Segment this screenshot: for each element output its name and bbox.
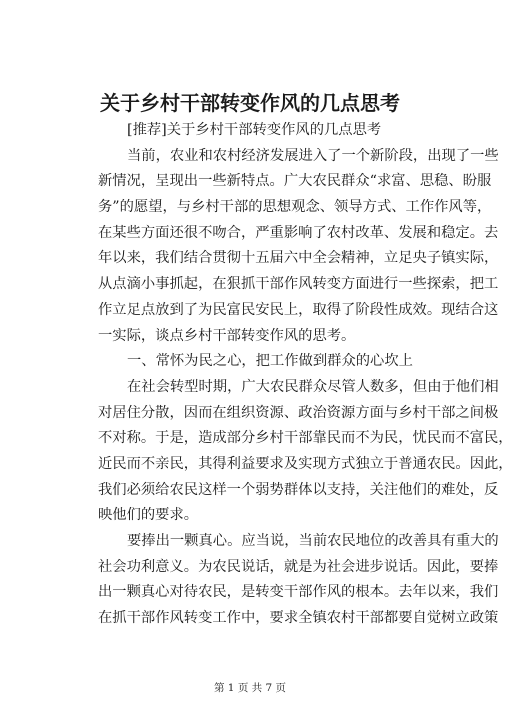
paragraph-line: 一实际，谈点乡村干部转变作风的思考。 [98, 327, 356, 344]
document-title: 关于乡村干部转变作风的几点思考 [100, 91, 400, 115]
paragraph-line: 作立足点放到了为民富民安民上，取得了阶段性成效。现结合这 [98, 301, 499, 318]
paragraph-line: 对居住分散，因而在组织资源、政治资源方面与乡村干部之间极 [98, 404, 499, 421]
section-heading: 一、常怀为民之心，把工作做到群众的心坎上 [127, 353, 413, 370]
paragraph-line: 当前，农业和农村经济发展进入了一个新阶段，出现了一些 [127, 147, 499, 164]
paragraph-line: 从点滴小事抓起，在狠抓干部作风转变方面进行一些探索，把工 [98, 276, 499, 293]
paragraph-line: 在某些方面还很不吻合，严重影响了农村改革、发展和稳定。去 [98, 224, 499, 241]
paragraph-line: 不对称。于是，造成部分乡村干部靠民而不为民，忧民而不富民， [98, 430, 513, 447]
paragraph-line: 我们必须给农民这样一个弱势群体以支持，关注他们的难处，反 [98, 481, 499, 498]
paragraph-line: 社会功利意义。为农民说话，就是为社会进步说话。因此，要捧 [98, 558, 499, 575]
paragraph-line: 要捧出一颗真心。应当说，当前农民地位的改善具有重大的 [127, 533, 499, 549]
document-body [98, 118, 513, 632]
paragraph-line: 新情况，呈现出一些新特点。广大农民群众“求富、思稳、盼服 [98, 173, 492, 190]
page-footer: 第 1 页 共 7 页 [213, 682, 287, 694]
paragraph-line: 在社会转型时期，广大农民群众尽管人数多，但由于他们相 [127, 378, 499, 395]
paragraph-line: 务”的愿望，与乡村干部的思想观念、领导方式、工作作风等， [98, 199, 492, 216]
paragraph-line: 出一颗真心对待农民，是转变干部作风的根本。去年以来，我们 [98, 584, 499, 601]
paragraph-line: 在抓干部作风转变工作中，要求全镇农村干部都要自觉树立政策 [98, 610, 499, 627]
subtitle-line: [推荐]关于乡村干部转变作风的几点思考 [127, 122, 382, 138]
paragraph-line: 近民而不亲民，其得利益要求及实现方式独立于普通农民。因此， [98, 455, 513, 472]
paragraph-line: 年以来，我们结合贯彻十五届六中全会精神，立足央子镇实际， [98, 250, 499, 267]
paragraph-line: 映他们的要求。 [98, 507, 199, 524]
